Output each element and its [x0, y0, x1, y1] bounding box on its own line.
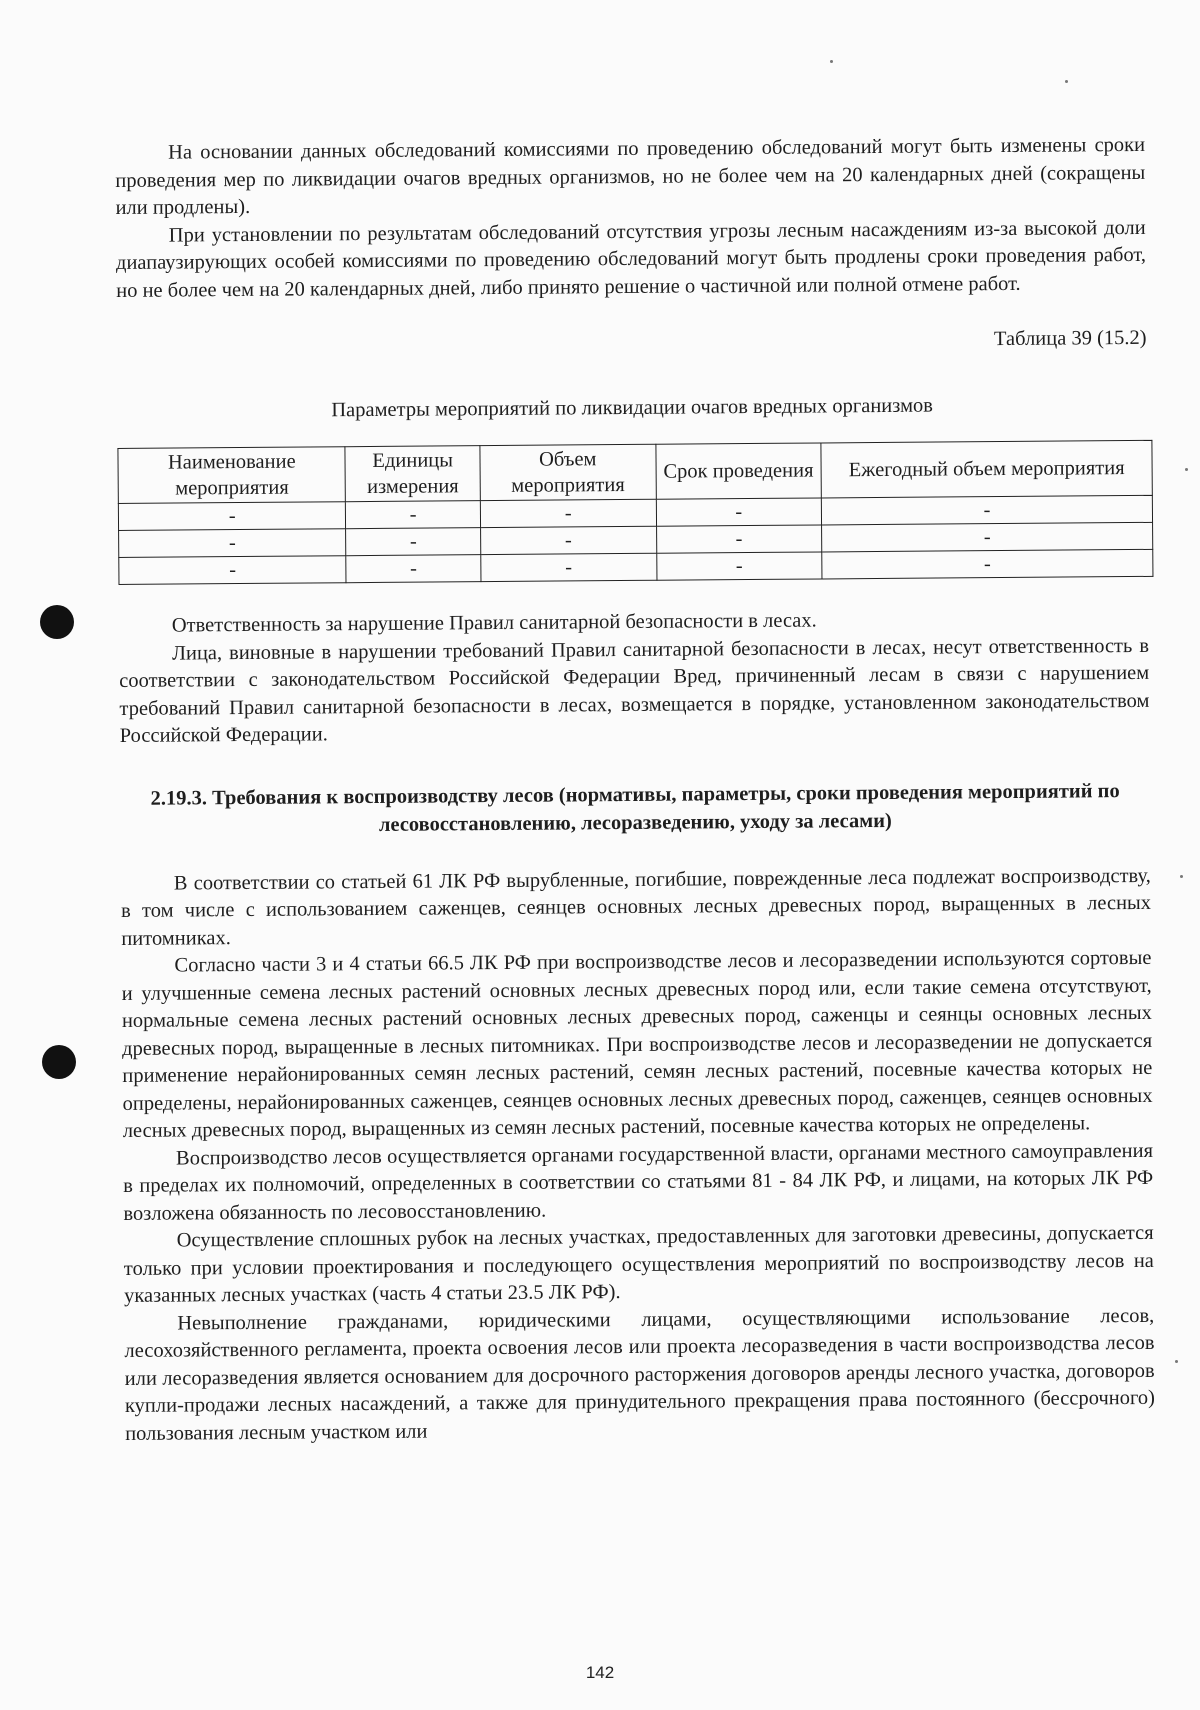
paragraph: При установлении по результатам обследований отсутствия угрозы лесным насаждениям из-за высокой доли диапаузирующих особей комиссиями по проведению обследований могут быть продлены сроки проведения работ, но не более чем на 20 календарных дней, либо принято решение о частичной или полной отмене работ. [115, 216, 1147, 302]
table-label: Таблица 39 (15.2) [993, 326, 1147, 351]
table-cell: - [656, 525, 822, 553]
table-cell: - [119, 556, 347, 585]
table-cell: - [656, 552, 822, 580]
table-header-cell: Объем мероприятия [480, 444, 656, 500]
table-header-cell: Наименование мероприятия [118, 447, 346, 504]
paragraph: Воспроизводство лесов осуществляется органами государственной власти, органами местного самоуправления в пределах их полномочий, определенных в соответствии со статьями 81 - 84 ЛК РФ, и лицами, на которых ЛК РФ возложена обязанность по лесовосстановлению. [123, 1139, 1154, 1225]
scan-speck [1180, 875, 1183, 878]
table-header-cell: Ежегодный объем мероприятия [821, 440, 1152, 498]
punch-hole-top [40, 605, 74, 639]
table-cell: - [118, 502, 346, 531]
table-header-cell: Единицы измерения [345, 446, 480, 502]
table-cell: - [119, 529, 347, 558]
table-cell: - [480, 499, 656, 527]
table-header-cell: Срок проведения [656, 443, 822, 499]
paragraph: Ответственность за нарушение Правил санитарной безопасности в лесах. [171, 609, 817, 637]
table-cell: - [346, 528, 481, 556]
punch-hole-bottom [42, 1045, 76, 1079]
paragraph: В соответствии со статьей 61 ЛК РФ вырубленные, погибшие, поврежденные леса подлежат воспроизводству, в том числе с использованием саженцев, сеянцев основных лесных древесных пород, выращенных в лесных питомниках. [120, 864, 1152, 950]
scan-speck [1185, 468, 1188, 471]
table-cell: - [346, 501, 481, 529]
scan-speck [830, 60, 833, 63]
table-cell: - [481, 553, 657, 581]
scan-speck [1065, 80, 1068, 83]
section-heading: 2.19.3. Требования к воспроизводству лесов (нормативы, параметры, сроки проведения мероприятий по лесовосстановлению, лесоразведению, уходу за лесами) [150, 779, 1120, 836]
paragraph: Лица, виновные в нарушении требований Правил санитарной безопасности в лесах, несут ответственность в соответствии с законодательством Российской Федерации Вред, причиненный лесам в связи с нарушением требований Правил санитарной безопасности в лесах, возмещается в порядке, установленном законодательством Российской Федерации. [119, 634, 1150, 747]
table-cell: - [346, 555, 481, 583]
paragraph: Осуществление сплошных рубок на лесных участках, предоставленных для заготовки древесины, допускается только при условии проектирования и последующего осуществления мероприятий по воспроизводству лесов на указанных лесных участках (часть 4 статьи 23.5 ЛК РФ). [123, 1221, 1154, 1307]
table-title: Параметры мероприятий по ликвидации очагов вредных организмов [331, 394, 934, 421]
paragraph: На основании данных обследований комиссиями по проведению обследований могут быть изменены сроки проведения мер по ликвидации очагов вредных организмов, но не более чем на 20 календарных дней (сокращены или продлены). [115, 133, 1146, 219]
paragraph: Согласно части 3 и 4 статьи 66.5 ЛК РФ при воспроизводстве лесов и лесоразведении используются сортовые и улучшенные семена лесных растений основных лесных древесных пород или, если такие семена отсутствуют, нормальные семена лесных растений основных лесных древесных пород, саженцы и сеянцы основных лесных древесных пород, выращенные в лесных питомниках. При воспроизводстве лесов и лесоразведении не допускается применение нерайонированных семян лесных растений, семян лесных растений, посевные качества которых не определены, нерайонированных саженцев, сеянцев основных лесных древесных пород, саженцев, сеянцев основных лесных древесных пород, выращенных из семян лесных растений, посевные качества которых не определены. [121, 946, 1153, 1142]
table-cell: - [822, 549, 1153, 579]
document-page [115, 132, 1155, 1448]
table-cell: - [480, 526, 656, 554]
paragraph: Невыполнение гражданами, юридическими лицами, осуществляющими использование лесов, лесохозяйственного регламента, проекта освоения лесов или проекта лесоразведения в части воспроизводства лесов или лесоразведения является основанием для досрочного расторжения договоров аренды лесного участка, договоров купли-продажи лесных насаждений, а также для принудительного прекращения права постоянного (бессрочного) пользования лесным участком или [124, 1304, 1155, 1445]
parameters-table [117, 440, 1153, 585]
table-cell: - [656, 498, 822, 526]
scan-speck [1175, 1360, 1178, 1363]
page-number: 142 [585, 1663, 615, 1682]
table-cell: - [822, 522, 1153, 552]
table-cell: - [821, 495, 1152, 525]
table-header-row [118, 440, 1152, 503]
